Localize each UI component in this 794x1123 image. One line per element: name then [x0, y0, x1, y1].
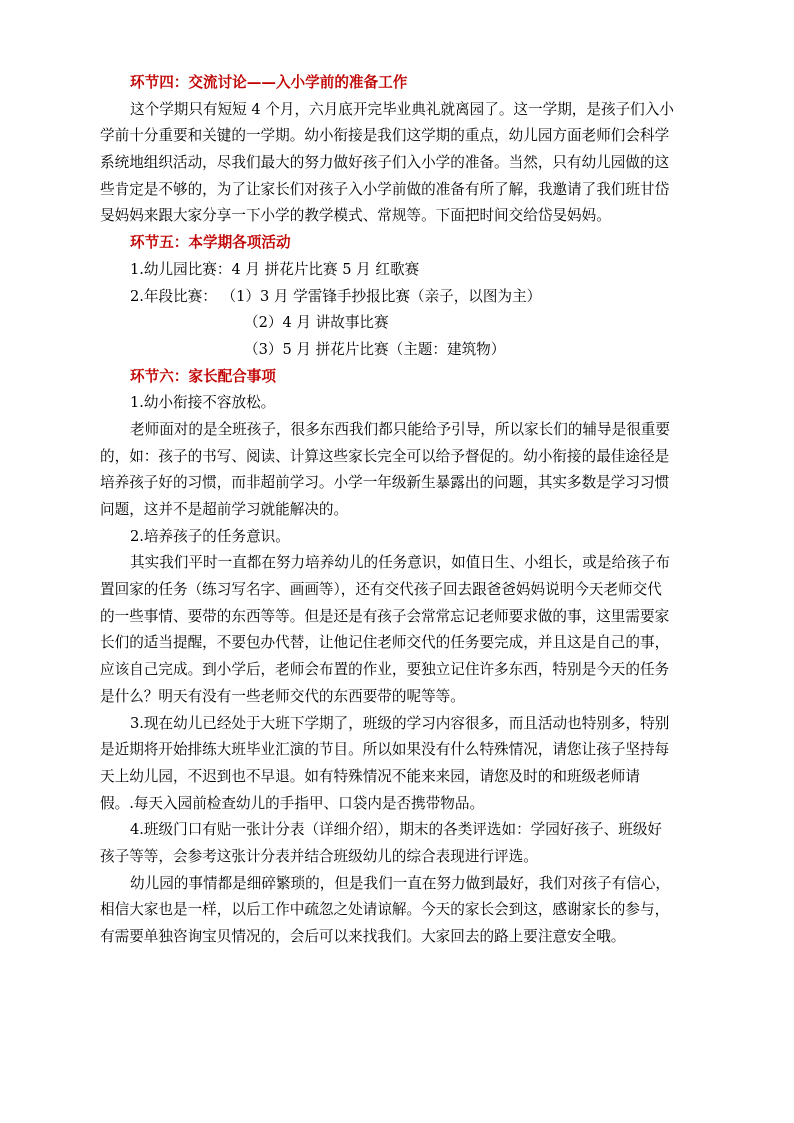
activity-subitem: （2）4 月 讲故事比赛: [244, 314, 389, 332]
closing-paragraph: [100, 871, 706, 951]
paragraph-line: 4.班级门口有贴一张计分表（详细介绍），期末的各类评选如：学园好孩子、班级好: [130, 821, 663, 839]
paragraph-line: 天上幼儿园，不迟到也不早退。如有特殊情况不能来来园，请您及时的和班级老师请: [100, 767, 640, 785]
paragraph-line: 培养孩子好的习惯，而非超前学习。小学一年级新生暴露出的问题，其实多数是学习习惯: [100, 474, 670, 492]
paragraph-line: 这个学期只有短短 4 个月，六月底开完毕业典礼就离园了。这一学期，是孩子们入小: [130, 100, 674, 118]
paragraph-line: 学前十分重要和关键的一学期。幼小衔接是我们这学期的重点，幼儿园方面老师们会科学: [100, 127, 670, 145]
activity-item-kindergarten: 1.幼儿园比赛：4 月 拼花片比赛 5 月 红歌赛: [130, 260, 420, 278]
section-5-heading: 环节五：本学期各项活动: [130, 234, 291, 252]
paragraph-line: 假。.每天入园前检查幼儿的手指甲、口袋内是否携带物品。: [100, 794, 485, 812]
point-1-paragraph: [100, 417, 706, 524]
paragraph-line: 是近期将开始排练大班毕业汇演的节目。所以如果没有什么特殊情况，请您让孩子坚持每: [100, 741, 670, 759]
paragraph-line: 有需要单独咨询宝贝情况的，会后可以来找我们。大家回去的路上要注意安全哦。: [100, 928, 626, 945]
paragraph-line: 幼儿园的事情都是细碎繁琐的，但是我们一直在努力做到最好，我们对孩子有信心，: [130, 874, 670, 892]
paragraph-line: 系统地组织活动，尽我们最大的努力做好孩子们入小学的准备。当然，只有幼儿园做的这: [100, 154, 670, 172]
section-4-paragraph: [100, 97, 706, 230]
point-3-paragraph: [100, 711, 706, 818]
paragraph-line: 的一些事情、要带的东西等等。但是还是有孩子会常常忘记老师要求做的事，这里需要家: [100, 607, 670, 625]
paragraph-line: 置回家的任务（练习写名字、画画等），还有交代孩子回去跟爸爸妈妈说明今天老师交代: [100, 581, 662, 599]
paragraph-line: 是什么？明天有没有一些老师交代的东西要带的呢等等。: [100, 687, 465, 705]
paragraph-line: 其实我们平时一直都在努力培养幼儿的任务意识，如值日生、小组长，或是给孩子布: [130, 554, 670, 572]
section-4-heading: 环节四：交流讨论——入小学前的准备工作: [130, 74, 408, 91]
paragraph-line: 应该自己完成。到小学后，老师会布置的作业，要独立记住许多东西，特别是今天的任务: [100, 661, 670, 679]
paragraph-line: 长们的适当提醒，不要包办代替，让他记住老师交代的任务要完成，并且这是自己的事，: [100, 634, 670, 652]
paragraph-line: 孩子等等，会参考这张计分表并结合班级幼儿的综合表现进行评选。: [100, 847, 538, 865]
activity-item-grade: 2.年段比赛： （1）3 月 学雷锋手抄报比赛（亲子，以图为主）: [130, 287, 542, 305]
paragraph-line: 3.现在幼儿已经处于大班下学期了，班级的学习内容很多，而且活动也特别多，特别: [130, 714, 670, 732]
point-1-title: 1.幼小衔接不容放松。: [130, 394, 276, 412]
paragraph-line: 老师面对的是全班孩子，很多东西我们都只能给予引导，所以家长们的辅导是很重要: [130, 420, 670, 438]
paragraph-line: 问题，这并不是超前学习就能解决的。: [100, 501, 349, 518]
paragraph-line: 相信大家也是一样，以后工作中疏忽之处请谅解。今天的家长会到这，感谢家长的参与，: [100, 901, 670, 919]
paragraph-line: 的，如：孩子的书写、阅读、计算这些家长完全可以给予督促的。幼小衔接的最佳途径是: [100, 447, 670, 465]
document-page: [100, 70, 706, 951]
paragraph-line: 些肯定是不够的，为了让家长们对孩子入小学前做的准备有所了解，我邀请了我们班甘岱: [100, 180, 670, 198]
point-2-paragraph: [100, 550, 706, 710]
point-2-title: 2.培养孩子的任务意识。: [130, 527, 290, 545]
point-4-paragraph: [100, 817, 706, 870]
section-6-heading: 环节六：家长配合事项: [130, 367, 276, 385]
paragraph-line: 旻妈妈来跟大家分享一下小学的教学模式、常规等。下面把时间交给岱旻妈妈。: [100, 207, 611, 225]
activity-subitem: （3）5 月 拼花片比赛（主题：建筑物）: [244, 340, 506, 358]
